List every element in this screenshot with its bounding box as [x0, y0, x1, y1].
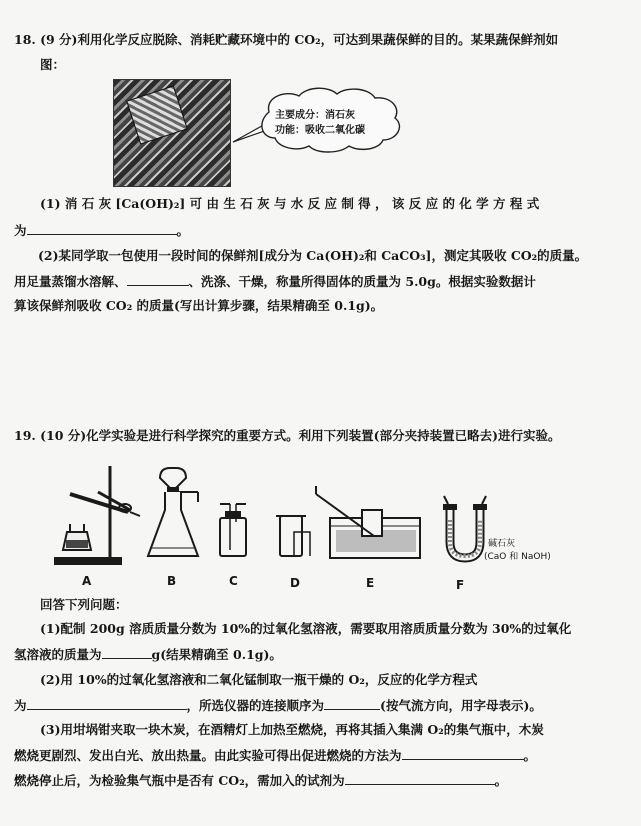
q18-stem-line2: 图： — [40, 57, 66, 72]
q18-part2-line1: (2)某同学取一包使用一段时间的保鲜剂[成分为 Ca(OH)₂和 CaCO₃]，测定其吸收 CO₂的质量。 — [38, 248, 588, 263]
apparatus-letter-a: A — [82, 574, 92, 588]
q18-part1-line1: (1) 消 石 灰 [Ca(OH)₂] 可 由 生 石 灰 与 水 反 应 制 得 ， 该 反 应 的 化 学 方 程 式 — [40, 196, 540, 211]
apparatus-f-label-line1: 碱石灰 — [488, 539, 516, 549]
q19-part1-line1: (1)配制 200g 溶质质量分数为 10%的过氧化氢溶液，需要取用溶质质量分数为 30%的过氧化 — [40, 621, 572, 636]
q19-part3-reagent-blank[interactable] — [345, 772, 495, 785]
q19-part2-line1: (2)用 10%的过氧化氢溶液和二氧化锰制取一瓶干燥的 O₂，反应的化学方程式 — [40, 672, 478, 687]
q19-answer-intro: 回答下列问题： — [40, 597, 128, 612]
apparatus-a-stand — [55, 466, 140, 564]
q19-part3-line2 — [14, 747, 536, 764]
q19-part3-prefix-b: 燃烧停止后，为检验集气瓶中是否有 CO₂，需加入的试剂为 — [14, 773, 345, 788]
apparatus-letter-e: E — [366, 576, 375, 590]
q19-part3-prefix-a: 燃烧更剧烈、发出白光、放出热量。由此实验可得出促进燃烧的方法为 — [14, 748, 402, 763]
apparatus-e-trough — [316, 486, 420, 558]
q19-part2-suffix: (按气流方向，用字母表示)。 — [380, 698, 542, 713]
q19-part2-line2 — [14, 697, 542, 714]
q18-part2-prefix: 用足量蒸馏水溶解、 — [14, 274, 127, 289]
q19-part3-suffix-a: 。 — [523, 748, 537, 763]
q18-part2-line3: 算该保鲜剂吸收 CO₂ 的质量(写出计算步骤，结果精确至 0.1g)。 — [14, 298, 384, 313]
q19-part1-line2 — [14, 646, 282, 663]
q18-part2-line2 — [14, 273, 536, 290]
q19-part3-method-blank[interactable] — [402, 747, 524, 760]
q19-part3-line1: (3)用坩埚钳夹取一块木炭，在酒精灯上加热至燃烧，再将其插入集满 O₂的集气瓶中，木炭 — [40, 722, 544, 737]
q19-part2-order-blank[interactable] — [324, 697, 380, 710]
apparatus-b-flask — [148, 468, 198, 556]
q19-part1-suffix: g(结果精确至 0.1g)。 — [151, 647, 282, 662]
q18-part2-suffix: 、洗涤、干燥，称量所得固体的质量为 5.0g。根据实验数据计 — [188, 274, 536, 289]
bubble-function: 功能：吸收二氧化碳 — [275, 125, 365, 136]
q19-part3-suffix-b: 。 — [494, 773, 508, 788]
q18-stem-line1: 18. (9 分)利用化学反应脱除、消耗贮藏环境中的 CO₂，可达到果蔬保鲜的目的。某果蔬保鲜剂如 — [14, 32, 559, 47]
apparatus-c-bottle — [220, 504, 246, 556]
q19-part2-equation-blank[interactable] — [27, 697, 187, 710]
q19-stem: 19. (10 分)化学实验是进行科学探究的重要方式。利用下列装置(部分夹持装置已略去)进行实验。 — [14, 428, 561, 443]
q19-part2-prefix: 为 — [14, 698, 27, 713]
apparatus-f-utube — [443, 496, 487, 558]
q19-part1-prefix: 氢溶液的质量为 — [14, 647, 102, 662]
preservative-photo — [113, 79, 231, 187]
apparatus-d-bottle — [276, 516, 310, 556]
q18-part1-suffix: 。 — [176, 223, 190, 238]
apparatus-letter-c: C — [229, 574, 238, 588]
q19-part1-answer-blank[interactable] — [102, 646, 152, 659]
apparatus-f-label-line2: (CaO 和 NaOH) — [484, 552, 551, 562]
apparatus-letter-b: B — [167, 574, 177, 588]
q18-part1-line2 — [14, 222, 189, 239]
q19-part2-middle: ，所选仪器的连接顺序为 — [186, 698, 325, 713]
bubble-ingredient: 主要成分：消石灰 — [275, 110, 355, 121]
q18-part1-prefix: 为 — [14, 223, 27, 238]
apparatus-letter-f: F — [456, 578, 465, 592]
apparatus-letter-d: D — [290, 576, 300, 590]
q19-part3-line3 — [14, 772, 507, 789]
q18-part1-answer-blank[interactable] — [27, 222, 177, 235]
q18-part2-answer-blank[interactable] — [127, 273, 189, 286]
